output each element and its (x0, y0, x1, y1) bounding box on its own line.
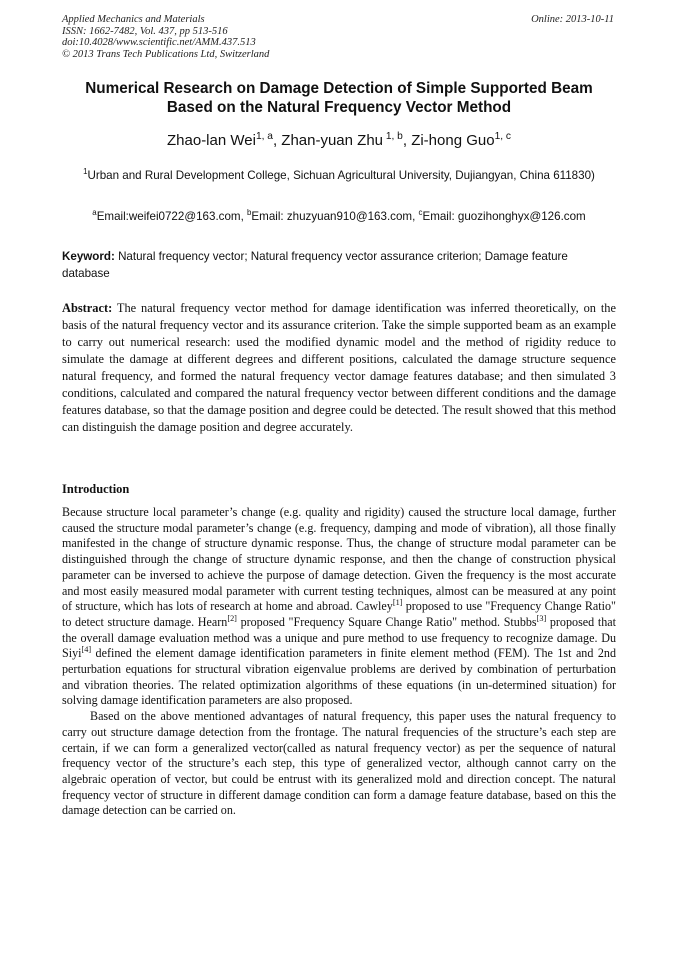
email-list (62, 208, 616, 226)
online-date: Online: 2013-10-11 (531, 14, 614, 25)
intro-text: defined the element damage identification parameters in finite element method (FEM). The 1st and 2nd perturbation equations for structural vibration eigenvalue problems are derived by combination of perturbation and vibration theories. The related optimization algorithms of these equations (in un-determined situation) for solving damage identification parameters are also proposed. (62, 646, 616, 708)
keywords-label: Keyword: (62, 250, 115, 263)
email-link[interactable]: Email: zhuzyuan910@163.com (251, 210, 413, 223)
keywords-block (62, 248, 616, 282)
abstract-block (62, 300, 616, 436)
intro-text: proposed that the overall damage evaluation method was a unique and pure method to use frequency to recognize damage. Du Siyi (62, 614, 616, 661)
affiliation (62, 167, 616, 185)
intro-text: Because structure local parameter’s change (e.g. quality and rigidity) caused the structure local damage, further caused the structure modal parameter’s change (e.g. frequency, damping and mode of vibration), all those finally manifested in the change of structure dynamic response. Thus, the change of structure modal parameter can be distinguished through the change of structure dynamic response, and then the change of construction physical parameter can be inversed to achieve the purpose of damage detection. Given the frequency is the most accurate and most easily measured modal parameter with current testing techniques, almost can be measured at any point of structure, which has lots of research at home and abroad. Cawley (62, 505, 616, 614)
email-link[interactable]: Email: guozihonghyx@126.com (422, 210, 586, 223)
keywords-text: Natural frequency vector; Natural frequency vector assurance criterion; Damage feature database (62, 250, 568, 280)
journal-header (62, 14, 269, 60)
author-superscript: 1, b (383, 131, 403, 142)
intro-text: proposed "Frequency Square Change Ratio" method. Stubbs (236, 614, 537, 629)
email-superscript: c (418, 208, 423, 218)
email-separator: , (240, 210, 248, 223)
author-list (62, 131, 616, 151)
author-name: Zhan-yuan Zhu (281, 132, 384, 149)
intro-paragraph-2: Based on the above mentioned advantages of natural frequency, this paper uses the natural frequency to carry out structure damage detection from the frontage. The natural frequencies of the structure’s each step are certain, if we can form a generalized vector(called as natural frequency vector) as per the sequence of natural frequency vector of the structure’s each step, this type of generalized vector, although cannot carry on the algebraic operation of vector, but could be entrust with its generalized mold and direction concept. The natural frequency vector of structure in different damage condition can form a damage feature database, based on this the damage detection can be carried on. (62, 709, 616, 818)
email-separator: , (412, 210, 419, 223)
citation-ref: [4] (81, 645, 92, 655)
introduction-body (62, 505, 616, 819)
author-name: Zi-hong Guo (411, 132, 495, 149)
abstract-label: Abstract: (62, 301, 113, 315)
citation-ref: [2] (227, 613, 237, 623)
affiliation-text: Urban and Rural Development College, Sichuan Agricultural University, Dujiangyan, China 611830) (87, 169, 595, 182)
citation-ref: [3] (536, 613, 547, 623)
citation-ref: [1] (392, 598, 403, 608)
author-superscript: 1, c (494, 131, 511, 142)
affiliation-superscript: 1 (83, 167, 88, 177)
email-superscript: b (247, 208, 252, 218)
email-link[interactable]: Email:weifei0722@163.com (96, 210, 241, 223)
doi-line: doi:10.4028/www.scientific.net/AMM.437.513 (62, 37, 256, 49)
journal-name: Applied Mechanics and Materials (62, 14, 205, 25)
author-superscript: 1, a (255, 131, 273, 142)
author-separator: , (402, 132, 412, 149)
issn-line: ISSN: 1662-7482, Vol. 437, pp 513-516 (62, 25, 228, 37)
author-separator: , (272, 132, 282, 149)
section-heading-introduction: Introduction (62, 482, 130, 496)
email-superscript: a (92, 208, 97, 218)
abstract-text: The natural frequency vector method for damage identification was inferred theoretically, on the basis of the natural frequency vector and its assurance criterion. Take the simple supported beam as an example to carry out numerical research: used the modified dynamic model and the method of rigidity reduce to simulate the damage at different degrees and different positions, calculated the damage structure sequence natural frequency, and formed the natural frequency vector damage features database; and then simulated 3 conditions, calculated and compared the natural frequency vector between different conditions and the damage features database, so that the damage position and degree could be detected. The result showed that this method can distinguish the damage position and degree accurately. (62, 301, 616, 434)
intro-paragraph-1 (62, 505, 616, 709)
intro-text: proposed to use "Frequency Change Ratio" to detect structure damage. Hearn (62, 599, 616, 629)
copyright-line: © 2013 Trans Tech Publications Ltd, Switzerland (62, 48, 270, 60)
author-name: Zhao-lan Wei (167, 132, 256, 149)
paper-title: Numerical Research on Damage Detection of Simple Supported Beam Based on the Natural Frequency Vector Method (85, 80, 593, 116)
